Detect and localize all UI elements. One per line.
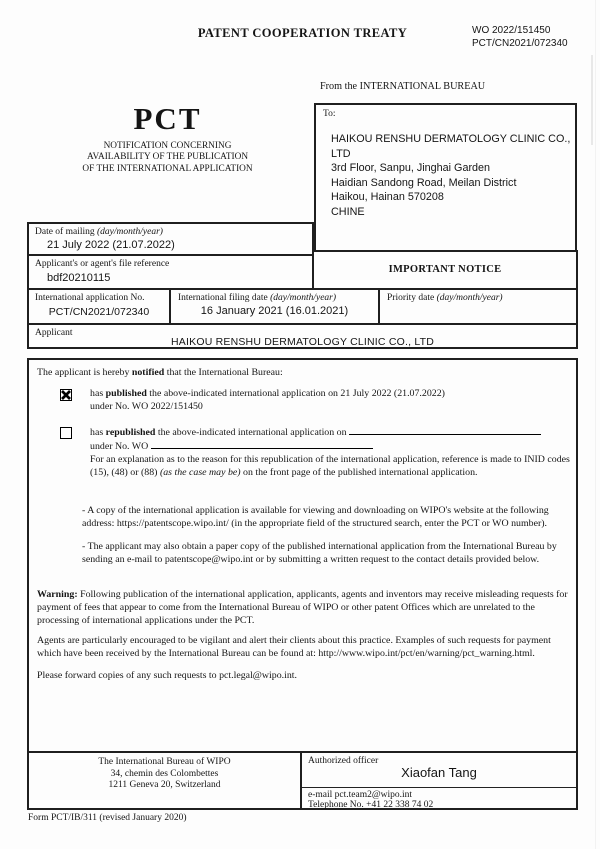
date-of-mailing-value: 21 July 2022 (21.07.2022) — [47, 239, 175, 251]
masthead — [40, 102, 295, 175]
from-bureau-line: From the INTERNATIONAL BUREAU — [320, 81, 486, 92]
applicant-cell — [27, 323, 578, 349]
recipient-address — [331, 132, 575, 220]
important-notice-cell — [312, 250, 578, 290]
filing-date-cell — [169, 288, 380, 325]
priority-date-label: Priority date — [387, 293, 437, 303]
published-line1 — [90, 387, 570, 400]
pct-number: PCT/CN2021/072340 — [472, 38, 568, 49]
republished-text: under No. WO — [90, 441, 151, 452]
bureau-address — [29, 753, 300, 792]
address-line: CHINE — [331, 205, 365, 218]
republished-statement — [90, 425, 570, 479]
address-line: Haidian Sandong Road, Meilan District — [331, 176, 517, 189]
scan-artifact-line — [595, 0, 596, 849]
notification-subtitle — [40, 141, 295, 175]
bureau-line: The International Bureau of WIPO — [98, 757, 231, 767]
blank-line — [349, 425, 541, 435]
explanation-text: For an explanation as to the reason for this republication of the international application, reference is made to INID codes (15), (48) or (88) — [90, 454, 570, 478]
republished-line1 — [90, 425, 570, 439]
wo-number: WO 2022/151450 — [472, 25, 551, 36]
intro-text: The applicant is hereby — [37, 367, 132, 378]
file-reference-cell — [27, 254, 314, 290]
published-line2: under No. WO 2022/151450 — [90, 401, 203, 412]
recipient-address-box — [314, 103, 577, 252]
warning-bold: Warning: — [37, 589, 78, 600]
intro-text: that the International Bureau: — [164, 367, 283, 378]
checkbox-x-mark-icon — [61, 390, 71, 400]
date-of-mailing-label: Date of mailing — [35, 227, 97, 237]
bureau-line: 1211 Geneva 20, Switzerland — [108, 780, 221, 790]
published-text: has — [90, 388, 106, 399]
officer-cell-divider — [302, 787, 576, 788]
subtitle-line: AVAILABILITY OF THE PUBLICATION — [86, 152, 249, 163]
application-no-label: International application No. — [35, 293, 145, 303]
warning-paragraph — [37, 588, 574, 627]
applicant-value: HAIKOU RENSHU DERMATOLOGY CLINIC CO., LTD — [171, 336, 434, 348]
form-identifier: Form PCT/IB/311 (revised January 2020) — [28, 813, 187, 823]
scan-artifact-line — [591, 55, 593, 145]
priority-date-value — [380, 303, 576, 305]
republished-line2 — [90, 439, 570, 453]
date-of-mailing-cell — [27, 222, 314, 256]
address-line: 3rd Floor, Sanpu, Jinghai Garden — [331, 162, 491, 175]
republished-text: has — [90, 427, 106, 438]
authorized-officer-name: Xiaofan Tang — [401, 765, 477, 780]
bureau-contact-cell — [27, 751, 302, 810]
published-text: the above-indicated international application on 21 July 2022 (21.07.2022) — [146, 388, 445, 399]
filing-date-value: 16 January 2021 (16.01.2021) — [200, 305, 349, 317]
to-label: To: — [323, 109, 336, 119]
address-line: LTD — [331, 147, 351, 160]
subtitle-line: OF THE INTERNATIONAL APPLICATION — [82, 163, 253, 174]
copy-availability-paragraph: - A copy of the international application is available for viewing and downloading on WIPO's website at the following address: https://patentscope.wipo.int/ (in the appropriate field of the structured search, enter the PCT or WO number). — [82, 505, 549, 529]
pct-acronym: PCT — [133, 101, 202, 136]
address-line: Haikou, Hainan 570208 — [331, 191, 444, 204]
officer-phone: Telephone No. +41 22 338 74 02 — [308, 800, 434, 810]
date-format-hint: (day/month/year) — [436, 293, 503, 303]
forward-requests-paragraph: Please forward copies of any such requests to pct.legal@wipo.int. — [37, 670, 298, 681]
file-reference-value: bdf20210115 — [47, 272, 111, 284]
authorized-officer-label: Authorized officer — [308, 756, 379, 766]
notice-intro — [37, 366, 283, 379]
explanation-italic: (as the case may be) — [159, 467, 241, 478]
address-line: HAIKOU RENSHU DERMATOLOGY CLINIC CO., — [331, 133, 571, 145]
agents-paragraph: Agents are particularly encouraged to be vigilant and alert their clients about this practice. Examples of such requests for payment which have been received by the International Bureau can be found at: http://www.wipo.int/pct/en/warning/pct_warning.html. — [37, 635, 551, 659]
intro-bold: notified — [131, 367, 165, 378]
date-format-hint: (day/month/year) — [270, 293, 337, 303]
application-no-cell — [27, 288, 171, 325]
explanation-text: on the front page of the published international application. — [240, 467, 478, 478]
application-no-value: PCT/CN2021/072340 — [48, 306, 150, 318]
paper-copy-paragraph: - The applicant may also obtain a paper copy of the published international application from the International Bureau by sending an e-mail to patentscope@wipo.int or by submitting a written request to the contact details provided below. — [82, 541, 557, 565]
priority-date-cell — [378, 288, 578, 325]
filing-date-label: International filing date — [178, 293, 271, 303]
publication-numbers — [472, 24, 568, 50]
officer-email: e-mail pct.team2@wipo.int — [308, 790, 412, 800]
published-statement — [90, 387, 570, 413]
subtitle-line: NOTIFICATION CONCERNING — [103, 141, 232, 151]
file-reference-label: Applicant's or agent's file reference — [35, 259, 170, 269]
republished-checkbox-empty — [60, 427, 72, 439]
republished-bold: republished — [105, 427, 156, 438]
notification-body-box — [27, 358, 578, 753]
date-format-hint: (day/month/year) — [97, 227, 163, 237]
republished-explanation — [90, 453, 570, 479]
republished-text: the above-indicated international application on — [155, 427, 349, 438]
important-notice-title: IMPORTANT NOTICE — [388, 264, 502, 275]
applicant-label: Applicant — [35, 328, 73, 338]
authorized-officer-cell — [300, 751, 578, 810]
bureau-line: 34, chemin des Colombettes — [110, 768, 219, 779]
published-bold: published — [105, 388, 147, 399]
published-checkbox-checked — [60, 389, 72, 401]
document-title: PATENT COOPERATION TREATY — [197, 26, 408, 40]
warning-text: Following publication of the international application, applicants, agents and inventors may receive misleading requests for payment of fees that appear to come from the International Bureau of WIPO or other patent Offices which are unrelated to the processing of international applications under the PCT. — [37, 589, 568, 626]
blank-line — [151, 439, 373, 449]
